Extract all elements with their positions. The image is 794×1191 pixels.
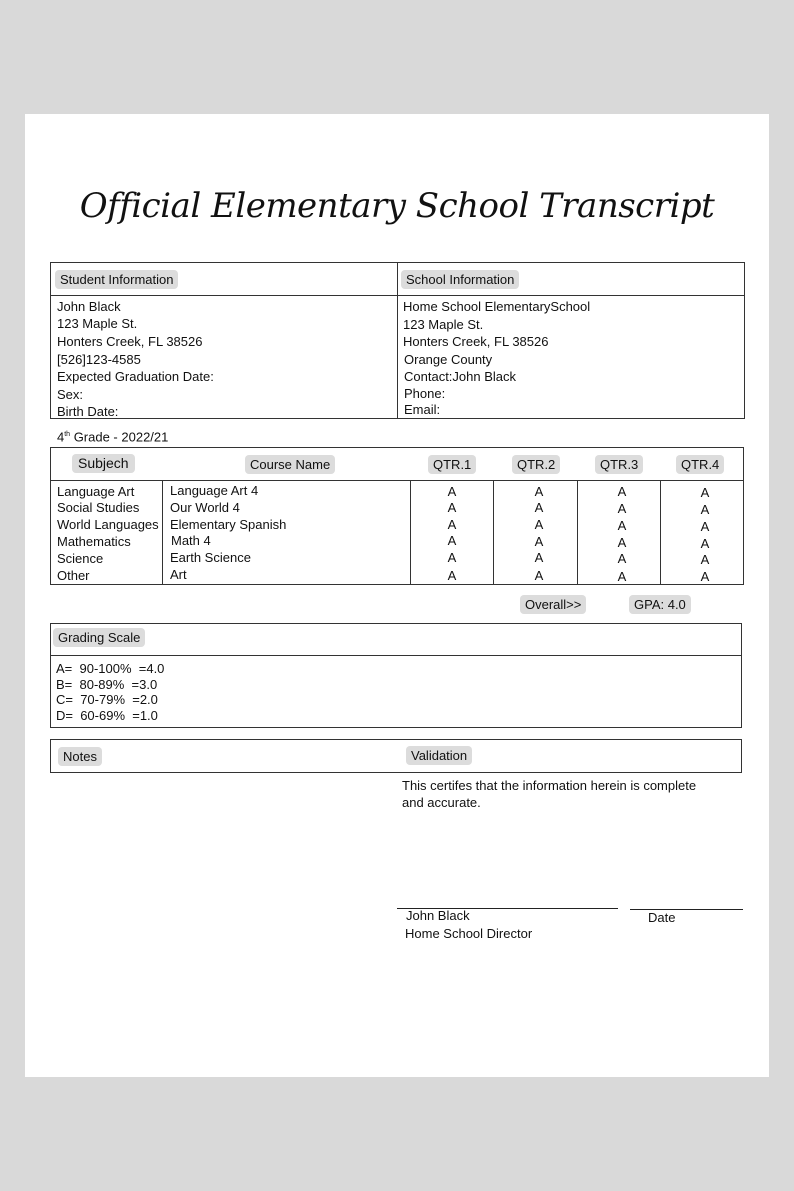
student-city: Honters Creek, FL 38526 xyxy=(57,334,203,349)
school-email: Email: xyxy=(404,402,441,417)
page-title: Official Elementary School Transcript xyxy=(79,186,715,226)
column-header-qtr1: QTR.1 xyxy=(428,455,476,474)
column-header-qtr2: QTR.2 xyxy=(512,455,560,474)
grade-cell: A xyxy=(617,535,627,550)
date-line xyxy=(630,909,743,910)
grade-cell: A xyxy=(534,517,544,532)
subject-cell: Science xyxy=(57,551,104,566)
grade-cell: A xyxy=(700,519,710,534)
grade-scale-b: B= 80-89% =3.0 xyxy=(56,677,158,692)
school-phone: Phone: xyxy=(404,386,446,401)
grade-cell: A xyxy=(617,518,627,533)
grade-cell: A xyxy=(617,484,627,499)
subject-cell: Social Studies xyxy=(57,500,140,515)
grade-cell: A xyxy=(700,502,710,517)
student-phone: [526]123-4585 xyxy=(57,352,141,367)
grade-cell: A xyxy=(447,533,457,548)
grading-scale-divider xyxy=(50,655,742,656)
student-sex: Sex: xyxy=(57,387,84,402)
signer-name: John Black xyxy=(406,908,470,923)
column-header-course: Course Name xyxy=(245,455,335,474)
student-address: 123 Maple St. xyxy=(57,316,138,331)
school-county: Orange County xyxy=(404,352,493,367)
grade-cell: A xyxy=(700,536,710,551)
grade-level-number: 4 xyxy=(57,429,65,445)
grade-cell: A xyxy=(617,501,627,516)
grade-cell: A xyxy=(617,551,627,566)
grade-cell: A xyxy=(447,517,457,532)
subject-cell: Language Art xyxy=(57,484,135,499)
grade-cell: A xyxy=(534,568,544,583)
grade-cell: A xyxy=(534,484,544,499)
overall-label: Overall>> xyxy=(520,595,586,614)
grade-cell: A xyxy=(447,500,457,515)
signer-title: Home School Director xyxy=(405,926,533,941)
grade-scale-c: C= 70-79% =2.0 xyxy=(56,692,158,707)
course-table-col-divider-3 xyxy=(493,480,494,585)
school-address: 123 Maple St. xyxy=(403,317,484,332)
student-birth-date: Birth Date: xyxy=(57,404,119,419)
school-contact: Contact:John Black xyxy=(404,369,517,384)
validation-statement-line1: This certifes that the information herein is complete xyxy=(402,778,697,793)
notes-header: Notes xyxy=(58,747,102,766)
student-graduation-date: Expected Graduation Date: xyxy=(57,369,214,384)
grade-level-suffix: th xyxy=(64,431,71,438)
school-city: Honters Creek, FL 38526 xyxy=(403,334,549,349)
subject-cell: World Languages xyxy=(57,517,159,532)
course-cell: Earth Science xyxy=(170,550,251,565)
validation-header: Validation xyxy=(406,746,472,765)
grade-cell: A xyxy=(700,569,710,584)
student-info-header: Student Information xyxy=(55,270,178,289)
grade-cell: A xyxy=(700,485,710,500)
school-info-header: School Information xyxy=(401,270,519,289)
grading-scale-header: Grading Scale xyxy=(53,628,145,647)
column-header-qtr4: QTR.4 xyxy=(676,455,724,474)
school-name: Home School ElementarySchool xyxy=(403,299,591,314)
course-cell: Language Art 4 xyxy=(170,483,259,498)
course-table-header-divider xyxy=(50,480,744,481)
gpa-badge: GPA: 4.0 xyxy=(629,595,691,614)
grade-cell: A xyxy=(534,534,544,549)
subject-cell: Other xyxy=(57,568,90,583)
course-cell: Math 4 xyxy=(171,533,211,548)
subject-cell: Mathematics xyxy=(57,534,131,549)
grade-cell: A xyxy=(447,484,457,499)
course-table-col-divider-4 xyxy=(577,480,578,585)
validation-statement-line2: and accurate. xyxy=(402,795,481,810)
grade-cell: A xyxy=(534,550,544,565)
course-cell: Art xyxy=(170,567,187,582)
grade-cell: A xyxy=(700,552,710,567)
info-box-column-divider xyxy=(397,262,398,419)
grade-cell: A xyxy=(447,550,457,565)
grade-level xyxy=(57,426,168,445)
notes-validation-bar xyxy=(50,739,742,773)
grade-scale-a: A= 90-100% =4.0 xyxy=(56,661,165,676)
course-table-col-divider-2 xyxy=(410,480,411,585)
grade-cell: A xyxy=(534,500,544,515)
grade-cell: A xyxy=(617,569,627,584)
course-table-col-divider-5 xyxy=(660,480,661,585)
column-header-subject: Subjech xyxy=(72,454,135,473)
date-label: Date xyxy=(648,910,676,925)
student-name: John Black xyxy=(57,299,121,314)
grade-cell: A xyxy=(447,568,457,583)
grade-level-text: Grade - 2022/21 xyxy=(70,429,169,445)
column-header-qtr3: QTR.3 xyxy=(595,455,643,474)
course-table-col-divider-1 xyxy=(162,480,163,585)
grade-scale-d: D= 60-69% =1.0 xyxy=(56,708,158,723)
course-cell: Our World 4 xyxy=(170,500,240,515)
course-cell: Elementary Spanish xyxy=(170,517,287,532)
